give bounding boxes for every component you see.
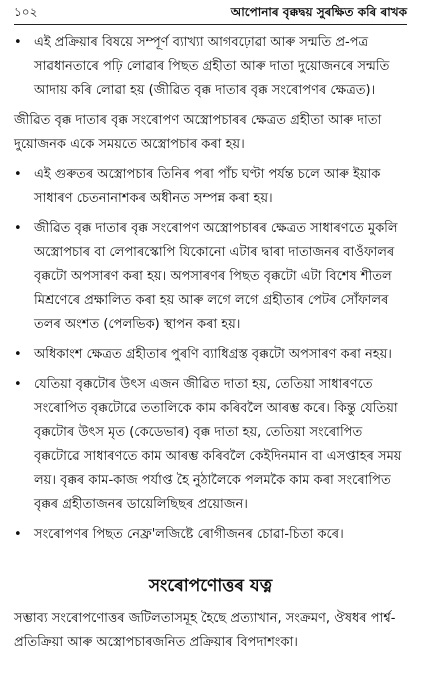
list-item <box>14 373 407 517</box>
paragraph: সম্ভাব্য সংৰোপণোত্তৰ জটিলতাসমূহ হৈছে প্ৰত্যাখান, সংক্ৰমণ, ঔষধৰ পাৰ্শ্ব-প্ৰতিক্ৰিয়া আৰু অস্ত্ৰোপচাৰজনিত প্ৰক্ৰিয়াৰ বিপদাশংকা। <box>14 611 396 650</box>
list-item <box>14 217 407 337</box>
bullet-icon: • <box>14 167 22 182</box>
bullet-icon: • <box>14 527 22 542</box>
list-item-text: সংৰোপণৰ পিছত নেফ্ৰ'লজিষ্টে ৰোগীজনৰ চোৱা-চিতা কৰে। <box>34 527 344 542</box>
list-item <box>14 523 407 547</box>
list-item-text: এই গুৰুতৰ অস্ত্ৰোপচাৰ তিনিৰ পৰা পাঁচ ঘণ্টা পৰ্যন্ত চলে আৰু ইয়াক সাধাৰণ চেতনানাশকৰ অধীনত সম্পন্ন কৰা হয়। <box>34 167 381 206</box>
list-item <box>14 163 407 211</box>
page-header <box>14 4 407 25</box>
page-content <box>14 31 407 655</box>
bullet-icon: • <box>14 35 22 50</box>
list-item <box>14 343 407 367</box>
list-item-text: যেতিয়া বৃক্কটোৰ উৎস এজন জীৱিত দাতা হয়, তেতিয়া সাধাৰণতে সংৰোপিত বৃক্কটোৱে ততালিকে কাম কৰিবলৈ আৰম্ভ কৰে। কিন্তু যেতিয়া বৃক্কটোৰ উৎস মৃত (কেডেভাৰ) বৃক্ক দাতা হয়, তেতিয়া সংৰোপিত বৃক্কটোৱে সাধাৰণতে কাম আৰম্ভ কৰিবলৈ কেইদিনমান বা এসপ্তাহৰ সময় লয়। বৃক্কৰ কাম-কাজ পৰ্যাপ্ত হৈ নুঠালৈকে পলমকৈ কাম কৰা সংৰোপিত বৃক্কৰ গ্ৰহীতাজনৰ ডায়েলিছিছৰ প্ৰয়োজন। <box>34 377 402 512</box>
paragraph: জীৱিত বৃক্ক দাতাৰ বৃক্ক সংৰোপণ অস্ত্ৰোপচাৰৰ ক্ষেত্ৰত গ্ৰহীতা আৰু দাতা দুয়োজনক একে সময়তে অস্ত্ৰোপচাৰ কৰা হয়। <box>14 113 382 152</box>
list-item <box>14 31 407 103</box>
list-item-text: জীৱিত বৃক্ক দাতাৰ বৃক্ক সংৰোপণ অস্ত্ৰোপচাৰৰ ক্ষেত্ৰত সাধাৰণতে মুকলি অস্ত্ৰোপচাৰ বা লেপাৰস্কোপি যিকোনো এটাৰ দ্বাৰা দাতাজনৰ বাওঁফালৰ বৃক্কটো অপসাৰণ কৰা হয়। অপসাৰণৰ পিছত বৃক্কটো এটা বিশেষ শীতল মিশ্ৰণেৰে প্ৰক্ষালিত কৰা হয় আৰু লগে লগে গ্ৰহীতাৰ পেটৰ সোঁফালৰ তলৰ অংশত (পেলভিক) স্থাপন কৰা হয়। <box>34 221 398 332</box>
bullet-icon: • <box>14 377 22 392</box>
running-title: আপোনাৰ বৃক্কদ্বয় সুৰক্ষিত কৰি ৰাখক <box>230 5 407 19</box>
bullet-icon: • <box>14 347 22 362</box>
list-item-text: অধিকাংশ ক্ষেত্ৰত গ্ৰহীতাৰ পুৰণি ব্যাধিগ্ৰস্ত বৃক্কটো অপসাৰণ কৰা নহয়। <box>34 347 392 362</box>
page-number: ১০২ <box>14 5 38 19</box>
list-item-text: এই প্ৰক্ৰিয়াৰ বিষয়ে সম্পূৰ্ণ ব্যাখ্যা আগবঢ়োৱা আৰু সন্মতি প্ৰ-পত্ৰ সাৱধানতাৰে পঢ়ি লোৱাৰ পিছত গ্ৰহীতা আৰু দাতা দুয়োজনৰে সন্মতি আদায় কৰি লোৱা হয় (জীৱিত বৃক্ক দাতাৰ বৃক্ক সংৰোপণৰ ক্ষেত্ৰত)। <box>34 35 390 98</box>
bullet-icon: • <box>14 221 22 236</box>
section-heading: সংৰোপণোত্তৰ যত্ন <box>148 576 273 596</box>
